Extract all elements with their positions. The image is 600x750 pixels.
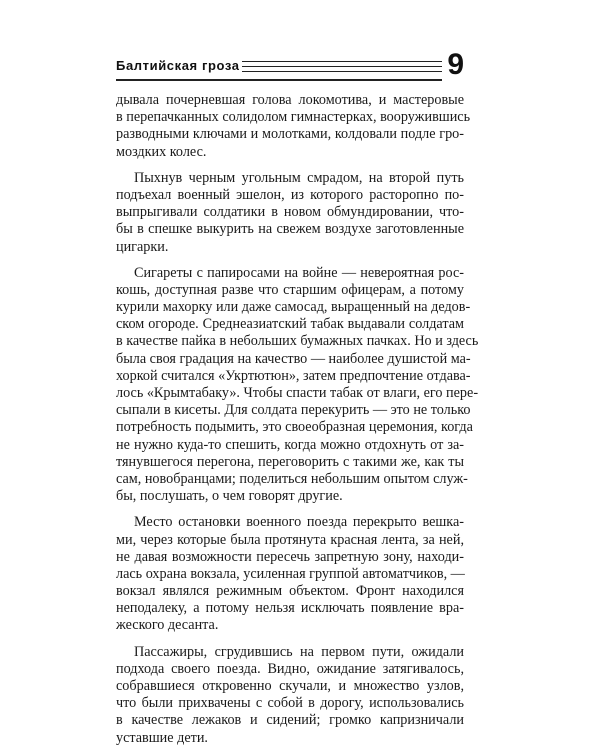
- text-line: бы в спешке выкурить на свежем воздухе заготовленные: [116, 221, 464, 238]
- header-rule: [242, 66, 442, 67]
- text-line: цигарки.: [116, 238, 169, 255]
- text-line: неподалеку, а потому нельзя исключать появление вра-: [116, 600, 464, 617]
- text-line: тянувшегося перегона, переговорить с такими же, как ты: [116, 453, 464, 470]
- header-rule: [242, 71, 442, 72]
- text-line: дывала почерневшая голова локомотива, и мастеровые: [116, 92, 464, 108]
- text-line: бы, послушать, о чем говорят другие.: [116, 488, 343, 505]
- text-line: ми, через которые была протянута красная лента, за ней,: [116, 531, 464, 548]
- text-line: собравшиеся откровенно скучали, и множество узлов,: [116, 678, 464, 694]
- text-line: Пыхнув черным угольным смрадом, на второй путь: [134, 169, 464, 186]
- paragraph-4: [116, 514, 464, 634]
- text-line: подъехал военный эшелон, из которого расторопно по-: [116, 186, 464, 203]
- text-line: Пассажиры, сгрудившись на первом пути, ожидали: [134, 643, 464, 660]
- paragraph-2: [116, 170, 464, 256]
- page-number: 9: [447, 48, 464, 81]
- text-line: разводными ключами и молотками, колдовали подле гро-: [116, 126, 464, 143]
- text-line: лась охрана вокзала, усиленная группой автоматчиков, —: [116, 565, 465, 582]
- text-line: моздких колес.: [116, 143, 207, 160]
- text-line: в перепачканных солидолом гимнастерках, вооружившись: [116, 109, 471, 126]
- text-line: ском огороде. Среднеазиатский табак выдавали солдатам: [116, 316, 464, 333]
- paragraph-3: [116, 264, 479, 506]
- text-line: сам, новобранцами; поделиться небольшим опытом служ-: [116, 470, 468, 487]
- text-line: не нужно куда-то спешить, когда можно отдохнуть от за-: [116, 436, 464, 453]
- running-title: Балтийская гроза: [116, 58, 240, 73]
- text-line: хоркой считался «Укртютюн», затем предпочтение отдава-: [116, 367, 471, 384]
- text-line: Сигареты с папиросами на войне — невероятная рос-: [134, 264, 464, 281]
- text-line: жеского десанта.: [116, 617, 219, 634]
- text-line: выпрыгивали солдатики в новом обмундировании, что-: [116, 204, 464, 221]
- header-underline: [116, 79, 442, 81]
- paragraph-5: [116, 644, 464, 747]
- paragraph-1: [116, 92, 471, 161]
- text-line: кошь, доступная разве что старшим офицерам, а потому: [116, 281, 464, 298]
- text-line: была своя градация на качество — наиболее душистой ма-: [116, 350, 471, 367]
- text-line: сыпали в кисеты. Для солдата перекурить — это не только: [116, 402, 471, 419]
- text-line: не давая возможности пересечь запретную зону, находи-: [116, 548, 464, 565]
- body-text: [116, 92, 479, 747]
- text-line: вокзал являлся режимным объектом. Фронт находился: [116, 583, 464, 600]
- text-line: лось «Крымтабаку». Чтобы спасти табак от влаги, его пере-: [116, 385, 479, 401]
- text-line: в качестве лежаков и сидений; громко капризничали: [116, 712, 464, 729]
- text-line: в качестве пайка в небольших бумажных пачках. Но и здесь: [116, 333, 479, 350]
- text-line: потребность подымить, это своеобразная церемония, когда: [116, 419, 473, 436]
- text-line: подхода своего поезда. Видно, ожидание затягивалось,: [116, 660, 464, 677]
- text-line: Место остановки военного поезда перекрыто вешка-: [134, 514, 464, 531]
- text-line: уставшие дети.: [116, 729, 208, 746]
- header-rule: [242, 61, 442, 62]
- running-header: [116, 48, 464, 86]
- text-line: что были прихвачены с собой в дорогу, использовались: [116, 695, 464, 712]
- text-line: курили махорку или даже самосад, выращенный на дедов-: [116, 299, 471, 316]
